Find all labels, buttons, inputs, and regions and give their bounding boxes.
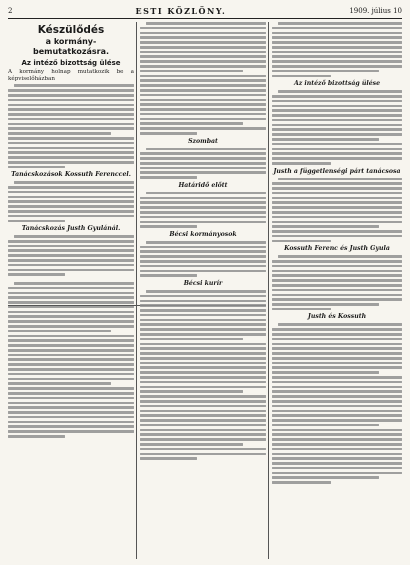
text-line bbox=[272, 70, 379, 73]
text-line bbox=[140, 221, 266, 224]
text-line bbox=[140, 118, 266, 121]
text-line bbox=[272, 414, 402, 417]
text-line bbox=[140, 75, 266, 78]
article-body bbox=[272, 22, 402, 77]
column-3 bbox=[272, 22, 402, 559]
text-line bbox=[8, 344, 134, 347]
text-line bbox=[140, 323, 266, 326]
text-line bbox=[8, 142, 134, 145]
text-line bbox=[140, 414, 266, 417]
text-line bbox=[140, 99, 266, 102]
text-line bbox=[272, 100, 402, 103]
text-line bbox=[8, 430, 134, 433]
text-line bbox=[140, 362, 266, 365]
text-line bbox=[272, 453, 402, 456]
masthead: ESTI KÖZLÖNY. bbox=[135, 6, 227, 16]
text-line bbox=[272, 433, 402, 436]
text-line bbox=[272, 390, 402, 393]
text-line bbox=[140, 395, 266, 398]
text-line bbox=[272, 289, 402, 292]
text-line bbox=[140, 122, 243, 125]
text-line bbox=[272, 328, 402, 331]
text-line bbox=[272, 114, 402, 117]
article-body bbox=[140, 148, 266, 179]
text-line bbox=[140, 162, 266, 165]
text-line bbox=[140, 386, 266, 389]
article-body bbox=[272, 323, 402, 483]
text-line bbox=[272, 386, 402, 389]
text-line bbox=[8, 196, 134, 199]
text-line bbox=[272, 240, 331, 243]
text-line bbox=[8, 156, 134, 159]
text-line bbox=[140, 167, 266, 170]
text-line bbox=[140, 60, 266, 63]
text-line bbox=[140, 32, 266, 35]
text-line bbox=[272, 343, 402, 346]
text-line bbox=[272, 438, 402, 441]
section-title: Bécsi kormányosok bbox=[169, 230, 237, 238]
text-line bbox=[146, 22, 266, 25]
text-line bbox=[8, 205, 134, 208]
subheadline: a kormány-bemutatkozásra. bbox=[32, 37, 110, 56]
text-line bbox=[272, 75, 331, 78]
text-line bbox=[8, 397, 134, 400]
text-line bbox=[140, 127, 266, 130]
text-line bbox=[272, 376, 402, 379]
text-line bbox=[272, 284, 402, 287]
text-line bbox=[272, 429, 402, 432]
text-line bbox=[272, 371, 379, 374]
text-line bbox=[140, 89, 266, 92]
text-line bbox=[140, 304, 266, 307]
text-line bbox=[272, 352, 402, 355]
text-line bbox=[272, 476, 379, 479]
text-line bbox=[8, 104, 134, 107]
text-line bbox=[8, 191, 134, 194]
text-line bbox=[8, 292, 134, 295]
text-line bbox=[8, 392, 134, 395]
page-header bbox=[8, 4, 402, 19]
text-line bbox=[272, 308, 331, 311]
text-line bbox=[140, 55, 266, 58]
section-title: Justh a függetlenségi párt tanácsosa bbox=[273, 167, 401, 175]
text-line bbox=[146, 290, 266, 293]
text-line bbox=[140, 65, 266, 68]
text-line bbox=[140, 250, 266, 253]
text-line bbox=[272, 95, 402, 98]
text-line bbox=[146, 192, 266, 195]
article-body bbox=[8, 282, 134, 438]
text-line bbox=[8, 89, 134, 92]
text-line bbox=[140, 438, 266, 441]
text-line bbox=[278, 323, 402, 326]
text-line bbox=[272, 105, 402, 108]
text-line bbox=[272, 357, 402, 360]
text-line bbox=[272, 148, 402, 151]
text-line bbox=[8, 137, 134, 140]
section-title: Bécsi kurír bbox=[183, 279, 223, 287]
text-line bbox=[14, 84, 134, 87]
text-line bbox=[8, 306, 134, 309]
article-body bbox=[272, 90, 402, 164]
text-line bbox=[8, 335, 134, 338]
text-line bbox=[272, 152, 402, 155]
text-line bbox=[272, 32, 402, 35]
article-body bbox=[8, 84, 134, 168]
text-line bbox=[8, 402, 134, 405]
text-line bbox=[140, 84, 266, 87]
text-line bbox=[140, 357, 266, 360]
text-line bbox=[140, 410, 266, 413]
text-line bbox=[8, 416, 134, 419]
text-line bbox=[140, 246, 266, 249]
text-line bbox=[8, 94, 134, 97]
text-line bbox=[140, 79, 266, 82]
text-line bbox=[272, 46, 402, 49]
text-line bbox=[8, 254, 134, 257]
article-body bbox=[272, 178, 402, 243]
text-line bbox=[272, 41, 402, 44]
text-line bbox=[272, 225, 379, 228]
text-line bbox=[8, 264, 134, 267]
article-body bbox=[140, 22, 266, 135]
text-line bbox=[140, 429, 266, 432]
text-line bbox=[8, 387, 134, 390]
text-line bbox=[8, 363, 134, 366]
article-body bbox=[140, 241, 266, 277]
text-line bbox=[272, 303, 379, 306]
text-line bbox=[140, 260, 266, 263]
text-line bbox=[140, 366, 266, 369]
text-line bbox=[8, 240, 134, 243]
text-line bbox=[278, 178, 402, 181]
text-line bbox=[272, 294, 402, 297]
text-line bbox=[140, 419, 266, 422]
text-line bbox=[8, 330, 111, 333]
lead-paragraph: A kormány holnap mutatkozik be a képviselőházban bbox=[8, 69, 134, 83]
text-line bbox=[278, 22, 402, 25]
section-title: Justh és Kossuth bbox=[307, 313, 367, 321]
text-line bbox=[272, 457, 402, 460]
text-line bbox=[272, 119, 402, 122]
text-line bbox=[140, 405, 266, 408]
column-divider bbox=[268, 22, 269, 559]
text-line bbox=[272, 143, 402, 146]
text-line bbox=[140, 300, 266, 303]
text-line bbox=[140, 343, 266, 346]
section-title: Tanácskozások Kossuth Ferenccel. bbox=[11, 171, 131, 179]
text-line bbox=[8, 118, 134, 121]
text-line bbox=[8, 311, 134, 314]
text-line bbox=[272, 128, 402, 131]
text-line bbox=[8, 301, 134, 304]
text-line bbox=[272, 55, 402, 58]
text-line bbox=[140, 295, 266, 298]
text-line bbox=[8, 161, 134, 164]
text-line bbox=[140, 352, 266, 355]
text-line bbox=[140, 270, 266, 273]
text-line bbox=[8, 186, 134, 189]
text-line bbox=[140, 132, 197, 135]
text-line bbox=[272, 235, 402, 238]
article-body bbox=[272, 255, 402, 310]
text-line bbox=[8, 147, 134, 150]
text-line bbox=[8, 200, 134, 203]
article-body bbox=[140, 290, 266, 460]
text-line bbox=[272, 279, 402, 282]
text-line bbox=[272, 333, 402, 336]
text-line bbox=[140, 103, 266, 106]
text-line bbox=[8, 249, 134, 252]
text-line bbox=[272, 221, 402, 224]
text-line bbox=[140, 255, 266, 258]
text-line bbox=[140, 424, 266, 427]
text-line bbox=[140, 36, 266, 39]
text-line bbox=[8, 269, 134, 272]
text-line bbox=[272, 405, 402, 408]
text-line bbox=[272, 60, 402, 63]
column-2 bbox=[140, 22, 266, 559]
text-line bbox=[140, 319, 266, 322]
text-line bbox=[272, 157, 402, 160]
text-line bbox=[140, 108, 266, 111]
text-line bbox=[8, 127, 134, 130]
text-line bbox=[140, 457, 197, 460]
article-body bbox=[8, 235, 134, 276]
text-line bbox=[8, 123, 134, 126]
text-line bbox=[272, 410, 402, 413]
text-line bbox=[272, 362, 402, 365]
text-line bbox=[8, 435, 65, 438]
text-line bbox=[146, 148, 266, 151]
text-line bbox=[272, 400, 402, 403]
text-line bbox=[8, 132, 111, 135]
text-line bbox=[272, 230, 402, 233]
text-line bbox=[8, 108, 134, 111]
text-line bbox=[272, 124, 402, 127]
text-line bbox=[140, 265, 266, 268]
text-line bbox=[8, 368, 134, 371]
text-line bbox=[140, 27, 266, 30]
text-line bbox=[8, 425, 134, 428]
text-line bbox=[8, 373, 134, 376]
text-line bbox=[8, 245, 134, 248]
text-line bbox=[272, 36, 402, 39]
text-line bbox=[140, 347, 266, 350]
text-line bbox=[8, 315, 134, 318]
text-line bbox=[14, 235, 134, 238]
text-line bbox=[272, 481, 331, 484]
text-line bbox=[272, 443, 402, 446]
text-line bbox=[140, 201, 266, 204]
text-line bbox=[272, 298, 402, 301]
column-divider bbox=[136, 22, 137, 559]
text-line bbox=[140, 333, 266, 336]
text-line bbox=[8, 220, 65, 223]
text-line bbox=[140, 225, 197, 228]
section-title: Tanácskozás Justh Gyulánál. bbox=[21, 225, 121, 233]
text-line bbox=[272, 467, 402, 470]
text-line bbox=[272, 192, 402, 195]
text-line bbox=[140, 176, 197, 179]
text-line bbox=[8, 349, 134, 352]
text-line bbox=[272, 138, 379, 141]
text-line bbox=[140, 94, 266, 97]
text-line bbox=[272, 472, 402, 475]
text-line bbox=[272, 109, 402, 112]
text-line bbox=[272, 51, 402, 54]
article-body bbox=[8, 181, 134, 222]
text-line bbox=[140, 453, 266, 456]
text-line bbox=[14, 181, 134, 184]
text-line bbox=[272, 347, 402, 350]
text-line bbox=[272, 201, 402, 204]
text-line bbox=[8, 325, 134, 328]
text-line bbox=[272, 197, 402, 200]
text-line bbox=[8, 287, 134, 290]
text-line bbox=[272, 133, 402, 136]
text-line bbox=[140, 113, 266, 116]
text-line bbox=[8, 354, 134, 357]
text-line bbox=[272, 270, 402, 273]
text-line bbox=[272, 419, 402, 422]
text-line bbox=[140, 197, 266, 200]
text-line bbox=[140, 400, 266, 403]
text-line bbox=[140, 338, 243, 341]
page-number: 2 bbox=[8, 7, 13, 15]
column-1 bbox=[8, 22, 134, 559]
text-line bbox=[272, 216, 402, 219]
text-line bbox=[272, 274, 402, 277]
text-line bbox=[8, 320, 134, 323]
text-line bbox=[146, 241, 266, 244]
text-line bbox=[272, 27, 402, 30]
text-line bbox=[140, 51, 266, 54]
text-line bbox=[272, 338, 402, 341]
text-line bbox=[272, 265, 402, 268]
text-line bbox=[272, 162, 331, 165]
text-line bbox=[272, 260, 402, 263]
text-line bbox=[8, 99, 134, 102]
text-line bbox=[278, 90, 402, 93]
text-line bbox=[140, 274, 197, 277]
text-line bbox=[8, 151, 134, 154]
section-title: Határidő előtt bbox=[178, 181, 228, 189]
section-title: Az intéző bizottság ülése bbox=[293, 80, 381, 88]
text-line bbox=[140, 381, 266, 384]
text-line bbox=[272, 395, 402, 398]
text-line bbox=[272, 424, 379, 427]
text-line bbox=[140, 309, 266, 312]
kicker: Az intéző bizottság ülése bbox=[21, 59, 121, 67]
text-line bbox=[8, 421, 134, 424]
text-line bbox=[8, 259, 134, 262]
text-line bbox=[8, 406, 134, 409]
text-line bbox=[140, 157, 266, 160]
text-line bbox=[140, 211, 266, 214]
section-title: Szombat bbox=[188, 137, 218, 145]
text-line bbox=[272, 211, 402, 214]
text-line bbox=[8, 378, 134, 381]
headline: Készülődés bbox=[37, 24, 105, 36]
text-line bbox=[272, 206, 402, 209]
text-line bbox=[272, 65, 402, 68]
text-line bbox=[8, 113, 134, 116]
text-line bbox=[140, 371, 266, 374]
text-line bbox=[8, 339, 134, 342]
text-line bbox=[272, 448, 402, 451]
text-line bbox=[140, 152, 266, 155]
text-line bbox=[8, 411, 134, 414]
text-line bbox=[140, 171, 266, 174]
text-line bbox=[278, 255, 402, 258]
text-line bbox=[272, 381, 402, 384]
section-title: Kossuth Ferenc és Justh Gyula bbox=[284, 245, 390, 253]
text-line bbox=[8, 273, 65, 276]
text-line bbox=[140, 314, 266, 317]
text-line bbox=[140, 206, 266, 209]
text-line bbox=[8, 358, 134, 361]
text-line bbox=[140, 376, 266, 379]
text-line bbox=[140, 433, 266, 436]
text-line bbox=[8, 296, 134, 299]
text-line bbox=[8, 210, 134, 213]
article-body bbox=[140, 192, 266, 228]
issue-date: 1909. július 10 bbox=[349, 7, 402, 15]
text-line bbox=[272, 366, 402, 369]
text-line bbox=[8, 166, 65, 169]
text-line bbox=[140, 70, 243, 73]
text-line bbox=[140, 41, 266, 44]
text-line bbox=[140, 216, 266, 219]
text-line bbox=[140, 328, 266, 331]
text-line bbox=[272, 187, 402, 190]
text-line bbox=[140, 390, 243, 393]
text-line bbox=[272, 462, 402, 465]
text-line bbox=[8, 215, 134, 218]
text-line bbox=[272, 182, 402, 185]
text-line bbox=[8, 382, 111, 385]
text-line bbox=[140, 46, 266, 49]
text-line bbox=[140, 443, 243, 446]
text-line bbox=[140, 448, 266, 451]
text-line bbox=[14, 282, 134, 285]
